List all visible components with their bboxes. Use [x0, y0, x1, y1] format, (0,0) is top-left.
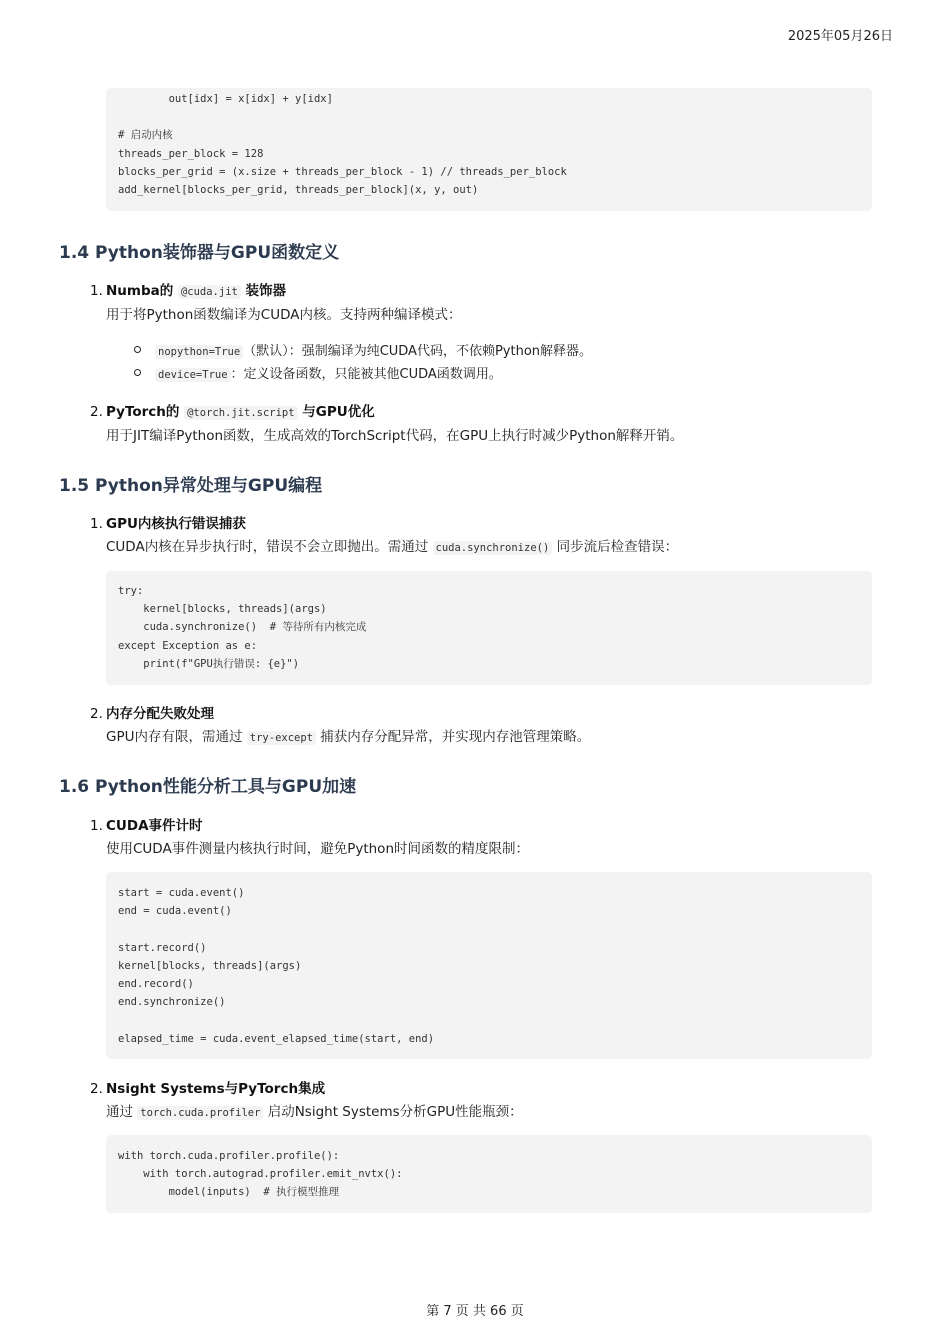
- list-item-title: [90, 702, 214, 722]
- list-item-title: [90, 814, 203, 834]
- code-line: add_kernel[blocks_per_grid, threads_per_block](x, y, out): [118, 183, 479, 196]
- desc-text: 捕获内存分配异常，并实现内存池管理策略。: [316, 729, 591, 745]
- list-item-title: [90, 1077, 325, 1097]
- inline-code: torch.cuda.profiler: [137, 1106, 263, 1120]
- code-line: end.synchronize(): [118, 996, 226, 1009]
- code-line: out[idx] = x[idx] + y[idx]: [118, 93, 333, 105]
- code-line: model(inputs) # 执行模型推理: [118, 1186, 340, 1199]
- bullet-text: ：定义设备函数，只能被其他CUDA函数调用。: [230, 367, 502, 382]
- desc-text: CUDA内核在异步执行时，错误不会立即抛出。需通过: [106, 539, 433, 555]
- item-description: [106, 1100, 523, 1120]
- desc-text: 同步流后检查错误：: [552, 539, 679, 555]
- list-number: 1.: [90, 283, 103, 299]
- list-item-title: [90, 512, 246, 532]
- bullet-item: [134, 363, 502, 382]
- desc-text: 启动Nsight Systems分析GPU性能瓶颈：: [263, 1104, 523, 1120]
- code-line: kernel[blocks, threads](args): [118, 603, 327, 616]
- code-line: # 启动内核: [118, 129, 173, 142]
- bullet-icon: [134, 369, 141, 376]
- list-item-title: [90, 400, 375, 420]
- section-heading-1-6: 1.6 Python性能分析工具与GPU加速: [59, 777, 357, 797]
- code-line: threads_per_block = 128: [118, 147, 264, 160]
- code-block-cuda-events: [106, 872, 872, 1059]
- title-text: Numba的: [106, 283, 178, 299]
- section-heading-1-4: 1.4 Python装饰器与GPU函数定义: [59, 243, 340, 263]
- title-text: PyTorch的: [106, 404, 185, 420]
- item-description: 用于将Python函数编译为CUDA内核。支持两种编译模式：: [106, 307, 462, 323]
- code-line: end.record(): [118, 977, 194, 990]
- code-line: try:: [118, 585, 144, 597]
- code-line: except Exception as e:: [118, 639, 258, 652]
- inline-code: cuda.synchronize(): [433, 541, 553, 555]
- code-line: [118, 920, 860, 938]
- title-text: 装饰器: [240, 283, 287, 299]
- code-line: start.record(): [118, 941, 207, 954]
- title-text: Nsight Systems与PyTorch集成: [106, 1081, 326, 1097]
- list-number: 1.: [90, 516, 103, 532]
- code-line: kernel[blocks, threads](args): [118, 959, 302, 972]
- desc-text: 通过: [106, 1104, 138, 1120]
- title-text: CUDA事件计时: [106, 818, 203, 834]
- code-line: print(f"GPU执行错误: {e}"): [118, 657, 300, 670]
- code-line: with torch.cuda.profiler.profile():: [118, 1150, 340, 1162]
- code-block-top: [106, 88, 872, 211]
- header-date: 2025年05月26日: [787, 29, 893, 44]
- code-line: end = cuda.event(): [118, 905, 232, 918]
- code-line: cuda.synchronize() # 等待所有内核完成: [118, 621, 367, 634]
- code-block-exception: [106, 571, 872, 685]
- list-number: 2.: [90, 1081, 103, 1097]
- code-line: start = cuda.event(): [118, 887, 245, 899]
- section-heading-1-5: 1.5 Python异常处理与GPU编程: [59, 476, 323, 496]
- bullet-text: （默认）：强制编译为纯CUDA代码，不依赖Python解释器。: [243, 344, 593, 359]
- title-text: 与GPU优化: [297, 404, 375, 420]
- code-line: [118, 1011, 860, 1029]
- list-number: 2.: [90, 404, 103, 420]
- inline-code: device=True: [155, 368, 231, 382]
- page-footer: 第 7 页 共 66 页: [426, 1304, 524, 1319]
- item-description: [106, 725, 590, 745]
- item-description: 使用CUDA事件测量内核执行时间，避免Python时间函数的精度限制：: [106, 841, 529, 857]
- bullet-icon: [134, 346, 141, 353]
- bullet-item: [134, 340, 592, 359]
- code-block-profiler: [106, 1135, 872, 1213]
- item-description: 用于JIT编译Python函数，生成高效的TorchScript代码，在GPU上执行时减少Python解释开销。: [106, 428, 684, 444]
- list-number: 1.: [90, 818, 103, 834]
- code-line: elapsed_time = cuda.event_elapsed_time(start, end): [118, 1032, 435, 1045]
- list-item-title: [90, 279, 286, 299]
- title-text: 内存分配失败处理: [106, 706, 214, 722]
- code-line: [118, 108, 860, 126]
- code-line: with torch.autograd.profiler.emit_nvtx():: [118, 1168, 403, 1181]
- list-number: 2.: [90, 706, 103, 722]
- inline-code: @cuda.jit: [178, 285, 241, 299]
- code-line: blocks_per_grid = (x.size + threads_per_block - 1) // threads_per_block: [118, 165, 567, 178]
- title-text: GPU内核执行错误捕获: [106, 516, 246, 532]
- inline-code: try-except: [247, 731, 316, 745]
- desc-text: GPU内存有限，需通过: [106, 729, 247, 745]
- inline-code: @torch.jit.script: [184, 406, 297, 420]
- inline-code: nopython=True: [155, 345, 243, 359]
- item-description: [106, 535, 678, 555]
